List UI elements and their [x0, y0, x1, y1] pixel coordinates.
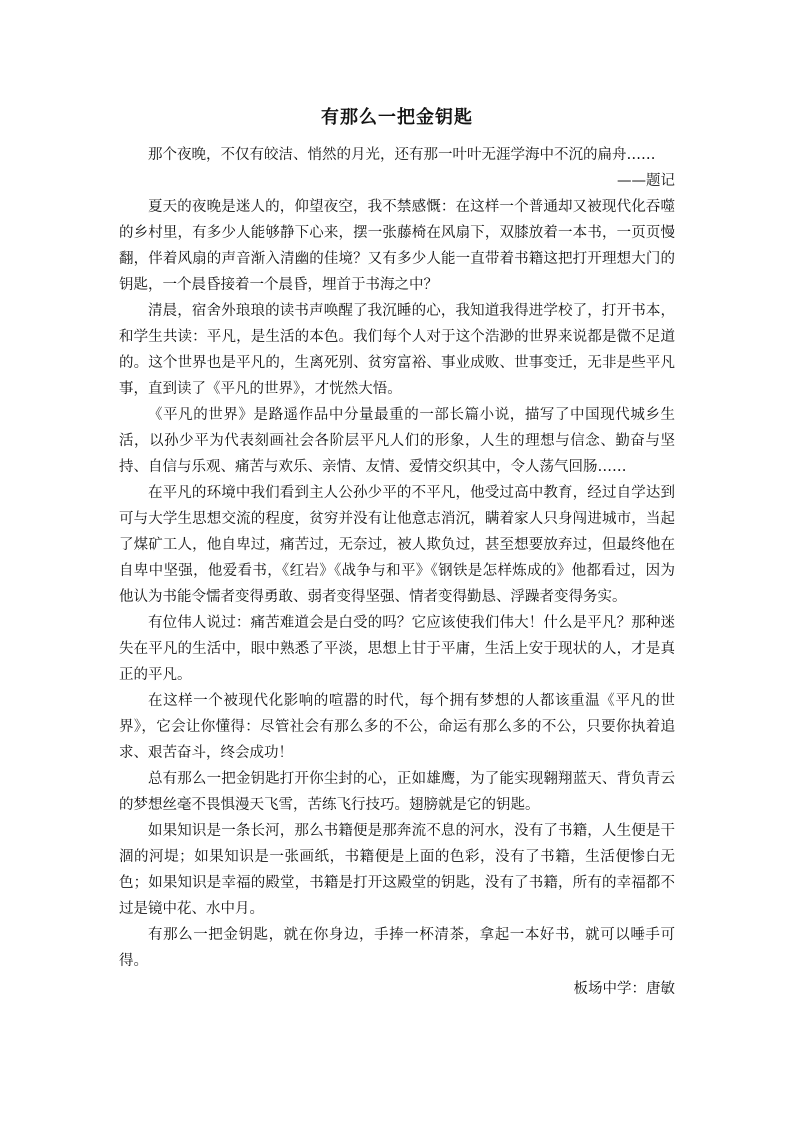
author-byline: 板场中学：唐敏 — [573, 981, 675, 997]
body-paragraph-8: 如果知识是一条长河，那么书籍便是那奔流不息的河水，没有了书籍，人生便是干涸的河堤；如果知识是一张画纸，书籍便是上面的色彩，没有了书籍，生活便惨白无色；如果知识是幸福的殿堂，书籍是打开这殿堂的钥匙，没有了书籍，所有的幸福都不过是镜中花、水中月。 — [119, 823, 675, 917]
body-paragraph-3: 《平凡的世界》是路遥作品中分量最重的一部长篇小说，描写了中国现代城乡生活，以孙少平为代表刻画社会各阶层平凡人们的形象，人生的理想与信念、勤奋与坚持、自信与乐观、痛苦与欢乐、亲情、友情、爱情交织其中，令人荡气回肠…… — [119, 407, 675, 475]
body-paragraph-1: 夏天的夜晚是迷人的，仰望夜空，我不禁感慨：在这样一个普通却又被现代化吞噬的乡村里，有多少人能够静下心来，摆一张藤椅在风扇下，双膝放着一本书，一页页慢翻，伴着风扇的声音渐入清幽的佳境？又有多少人能一直带着书籍这把打开理想大门的钥匙，一个晨昏接着一个晨昏，埋首于书海之中？ — [119, 199, 675, 293]
body-paragraph-5: 有位伟人说过：痛苦难道会是白受的吗？它应该使我们伟大！什么是平凡？那种迷失在平凡的生活中，眼中熟悉了平淡，思想上甘于平庸，生活上安于现状的人，才是真正的平凡。 — [119, 615, 675, 683]
body-paragraph-9: 有那么一把金钥匙，就在你身边，手捧一杯清茶，拿起一本好书，就可以唾手可得。 — [119, 927, 675, 969]
body-paragraph-4: 在平凡的环境中我们看到主人公孙少平的不平凡，他受过高中教育，经过自学达到可与大学生思想交流的程度，贫穷并没有让他意志消沉，瞒着家人只身闯进城市，当起了煤矿工人，他自卑过，痛苦过，无奈过，被人欺负过，甚至想要放弃过，但最终他在自卑中坚强，他爱看书，《红岩》《战争与和平》《钢铁是怎样炼成的》他都看过，因为他认为书能令懦者变得勇敢、弱者变得坚强、情者变得勤恳、浮躁者变得务实。 — [119, 485, 675, 605]
article — [119, 104, 675, 1002]
body-paragraph-7: 总有那么一把金钥匙打开你尘封的心，正如雄鹰，为了能实现翱翔蓝天、背负青云的梦想丝毫不畏惧漫天飞雪，苦练飞行技巧。翅膀就是它的钥匙。 — [119, 771, 675, 813]
intro-paragraph: 那个夜晚，不仅有皎洁、悄然的月光，还有那一叶叶无涯学海中不沉的扁舟…… — [148, 147, 656, 163]
article-title: 有那么一把金钥匙 — [321, 107, 473, 128]
body-paragraph-2: 清晨，宿舍外琅琅的读书声唤醒了我沉睡的心，我知道我得进学校了，打开书本，和学生共读：平凡，是生活的本色。我们每个人对于这个浩渺的世界来说都是微不足道的。这个世界也是平凡的，生离死别、贫穷富裕、事业成败、世事变迁，无非是些平凡事，直到读了《平凡的世界》，才恍然大悟。 — [119, 303, 675, 397]
body-paragraph-6: 在这样一个被现代化影响的喧嚣的时代，每个拥有梦想的人都该重温《平凡的世界》，它会让你懂得：尽管社会有那么多的不公，命运有那么多的不公，只要你执着追求、艰苦奋斗，终会成功！ — [119, 693, 675, 761]
inscription: ——题记 — [617, 173, 675, 189]
